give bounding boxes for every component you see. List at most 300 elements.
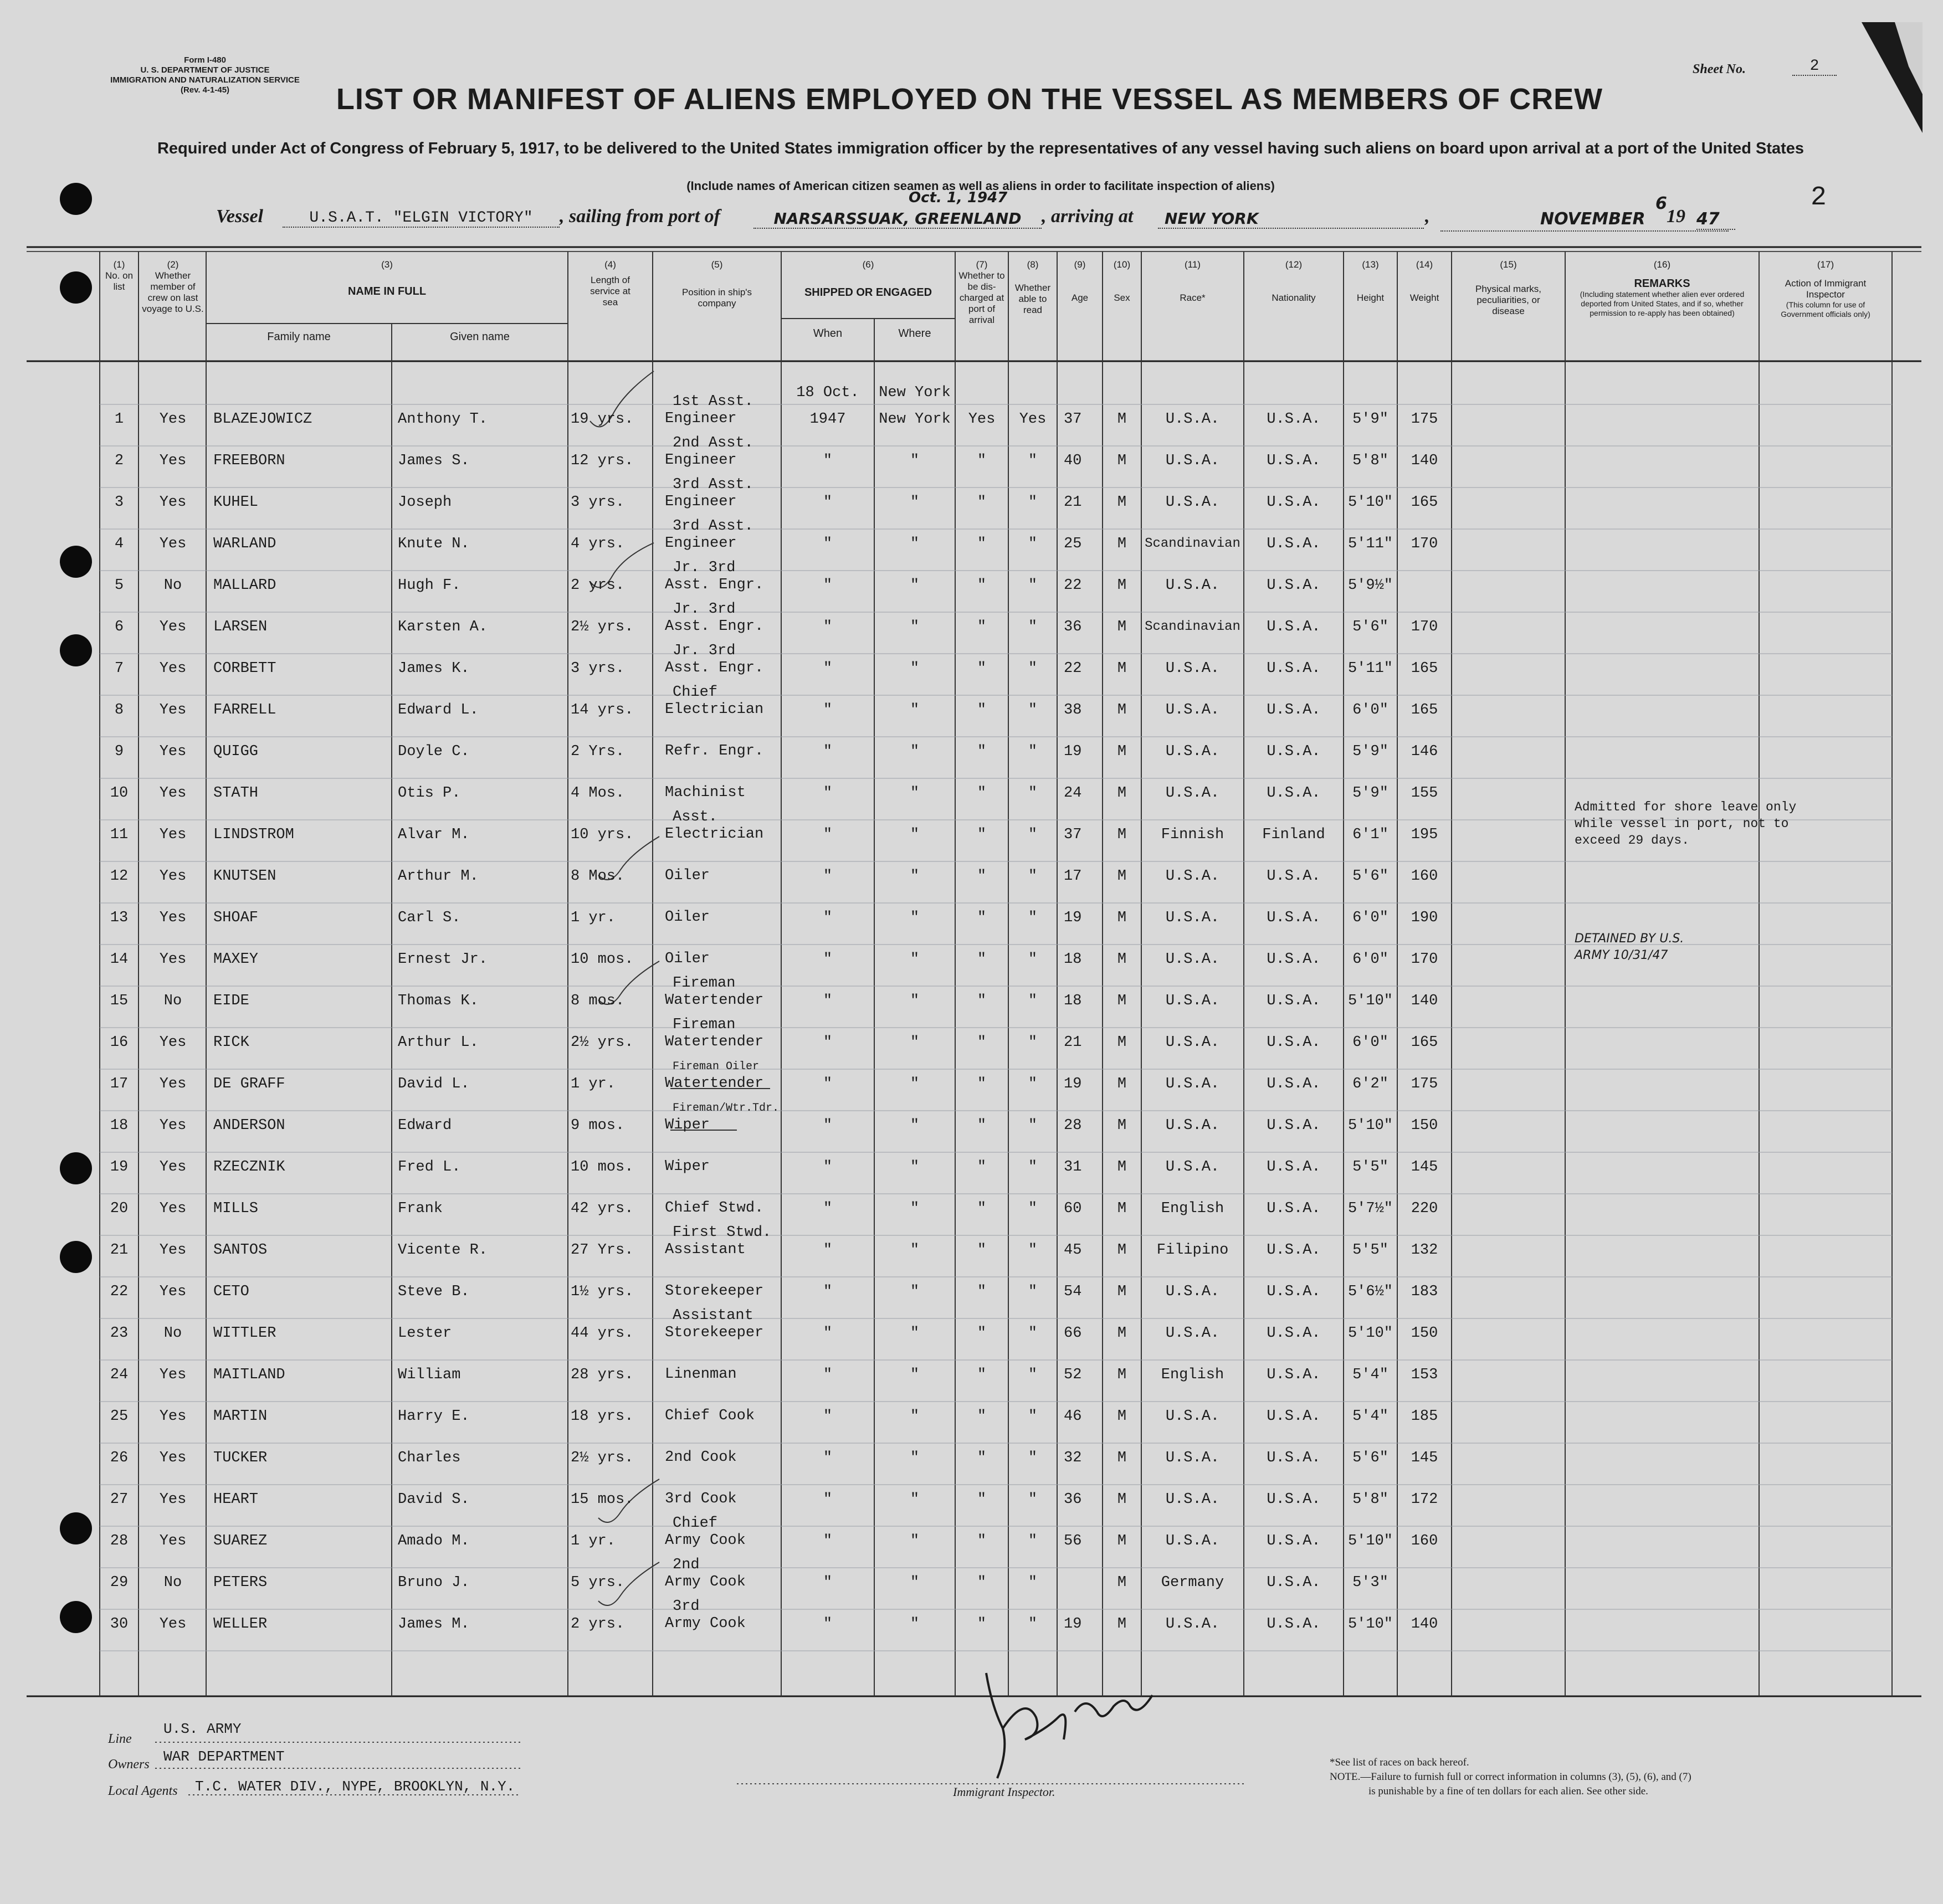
position-line-2: Oiler: [665, 868, 710, 884]
position-line-2: Chief Cook: [665, 1408, 755, 1424]
position-line-2: Asst. Engr.: [665, 660, 764, 676]
row-number: 28: [110, 1533, 129, 1549]
col-label: NAME IN FULL: [347, 285, 427, 297]
nationality: U.S.A.: [1267, 577, 1321, 594]
race: U.S.A.: [1165, 1408, 1220, 1425]
family-name: RICK: [213, 1034, 249, 1051]
height: 5'3": [1352, 1574, 1388, 1591]
able-to-read: ": [1028, 1200, 1038, 1217]
discharged: ": [977, 1450, 987, 1466]
race: U.S.A.: [1165, 951, 1220, 968]
shipped-when: [781, 1215, 874, 1259]
row-number: 21: [110, 1242, 129, 1259]
weight: 170: [1411, 536, 1438, 552]
when-line-1: [781, 883, 874, 910]
owners-label: Owners: [108, 1757, 150, 1772]
position-line-2: 3rd Cook: [665, 1491, 737, 1507]
family-name: WELLER: [213, 1616, 268, 1633]
sex: M: [1117, 1574, 1127, 1591]
shipped-where: [874, 966, 955, 1010]
service-length: 12 yrs.: [571, 453, 634, 469]
family-name: MILLS: [213, 1200, 259, 1217]
able-to-read: ": [1028, 660, 1038, 677]
where-line-2: ": [910, 827, 920, 843]
family-name: STATH: [213, 785, 259, 802]
given-name: Arthur M.: [398, 868, 479, 885]
when-line-2: ": [823, 660, 833, 677]
where-line-2: ": [910, 1325, 920, 1342]
given-name: Frank: [398, 1200, 443, 1217]
row-number: 25: [110, 1408, 129, 1425]
age: 18: [1064, 951, 1082, 968]
position-in-company: [665, 1598, 781, 1633]
discharged: ": [977, 1367, 987, 1383]
sheet-mark: 2: [1811, 183, 1827, 213]
position-line-1: [665, 1183, 781, 1200]
port-from: NARSARSSUAK, GREENLAND: [753, 209, 1042, 229]
position-line-2: Electrician: [665, 701, 764, 718]
weight: 165: [1411, 494, 1438, 511]
age: 25: [1064, 536, 1082, 552]
race: U.S.A.: [1165, 660, 1220, 677]
weight: 145: [1411, 1450, 1438, 1466]
height: 5'8": [1352, 1491, 1388, 1508]
given-name: Vicente R.: [398, 1242, 488, 1259]
position-in-company: [665, 1432, 781, 1466]
shipped-when: [781, 925, 874, 968]
row-number: 19: [110, 1159, 129, 1176]
shipped-where: [874, 675, 955, 719]
position-line-2: Asst. Engr.: [665, 577, 764, 593]
when-line-1: [781, 1465, 874, 1491]
when-line-1: [781, 1382, 874, 1408]
height: 5'9": [1352, 743, 1388, 760]
age: 36: [1064, 619, 1082, 635]
shipped-where: [874, 717, 955, 761]
given-name: Joseph: [398, 494, 452, 511]
given-name: David S.: [398, 1491, 470, 1508]
when-line-2: ": [823, 1076, 833, 1092]
service-length: 27 Yrs.: [571, 1242, 634, 1259]
nationality: U.S.A.: [1267, 1242, 1321, 1259]
position-line-1: [665, 1266, 781, 1283]
position-line-1: 2nd Asst.: [673, 435, 753, 451]
shipped-where: [874, 592, 955, 636]
able-to-read: ": [1028, 1159, 1038, 1176]
where-line-1: [874, 1215, 955, 1242]
age: 36: [1064, 1491, 1082, 1508]
given-name: Otis P.: [398, 785, 461, 802]
position-line-2: Oiler: [665, 951, 710, 967]
shipped-when: [781, 883, 874, 927]
race: U.S.A.: [1165, 1117, 1220, 1134]
discharged: ": [977, 1533, 987, 1549]
given-name: Alvar M.: [398, 827, 470, 843]
position-in-company: [665, 809, 781, 843]
last-voyage: Yes: [159, 1034, 187, 1051]
shipped-when: [781, 1382, 874, 1425]
race: U.S.A.: [1165, 910, 1220, 926]
row-number: 14: [110, 951, 129, 968]
position-in-company: [665, 1307, 781, 1342]
nationality: U.S.A.: [1267, 660, 1321, 677]
position-line-1: First Stwd.: [673, 1224, 772, 1241]
service-length: 2 Yrs.: [571, 743, 625, 760]
where-line-1: New York: [879, 384, 951, 401]
col-label: Whether able to read: [1014, 283, 1051, 315]
col-number: (9): [1074, 259, 1086, 270]
where-line-2: ": [910, 1117, 920, 1134]
height: 5'10": [1347, 1325, 1393, 1342]
when-line-1: [781, 509, 874, 536]
header-nationality: [1244, 259, 1344, 304]
discharged: ": [977, 1117, 987, 1134]
last-voyage: Yes: [159, 1491, 187, 1508]
where-line-1: [874, 1174, 955, 1200]
shipped-when: [781, 1049, 874, 1093]
age: 28: [1064, 1117, 1082, 1134]
vessel-name: U.S.A.T. "ELGIN VICTORY": [283, 209, 560, 228]
col-label: Nationality: [1272, 292, 1316, 303]
last-voyage: Yes: [159, 619, 187, 635]
position-in-company: [665, 1515, 781, 1549]
header-when: When: [813, 327, 843, 340]
shipped-when: [781, 1589, 874, 1633]
nationality: U.S.A.: [1267, 1117, 1321, 1134]
when-line-2: ": [823, 1616, 833, 1633]
col-label: Race*: [1180, 292, 1206, 303]
shipped-where: [874, 1506, 955, 1550]
when-line-1: 18 Oct.: [796, 384, 859, 401]
age: 52: [1064, 1367, 1082, 1383]
able-to-read: ": [1028, 702, 1038, 719]
race: U.S.A.: [1165, 1616, 1220, 1633]
position-line-1: Asst.: [673, 809, 718, 825]
age: 32: [1064, 1450, 1082, 1466]
where-line-1: [874, 1340, 955, 1367]
position-in-company: [665, 1224, 781, 1259]
shipped-when: [781, 1091, 874, 1135]
able-to-read: ": [1028, 1367, 1038, 1383]
able-to-read: ": [1028, 910, 1038, 926]
header-given-name: Given name: [450, 331, 510, 343]
revision: (Rev. 4-1-45): [180, 85, 230, 95]
nationality: U.S.A.: [1267, 910, 1321, 926]
given-name: Steve B.: [398, 1284, 470, 1300]
height: 5'4": [1352, 1367, 1388, 1383]
able-to-read: ": [1028, 993, 1038, 1009]
position-in-company: [665, 1474, 781, 1508]
where-line-2: ": [910, 660, 920, 677]
race: Scandinavian: [1145, 619, 1240, 634]
given-name: Carl S.: [398, 910, 461, 926]
family-name: QUIGG: [213, 743, 259, 760]
date-day: 6: [1655, 194, 1667, 213]
able-to-read: ": [1028, 1408, 1038, 1425]
sex: M: [1117, 411, 1127, 428]
service-length: 10 mos.: [571, 951, 634, 968]
race: Finnish: [1161, 827, 1224, 843]
last-voyage: Yes: [159, 702, 187, 719]
weight: 132: [1411, 1242, 1438, 1259]
able-to-read: ": [1028, 1616, 1038, 1633]
col-number: (11): [1185, 259, 1201, 270]
weight: 185: [1411, 1408, 1438, 1425]
where-line-1: [874, 1091, 955, 1117]
sex: M: [1117, 536, 1127, 552]
position-in-company: [665, 643, 781, 677]
age: 54: [1064, 1284, 1082, 1300]
col-label: Age: [1071, 292, 1089, 303]
family-name: MAITLAND: [213, 1367, 285, 1383]
row-number: 16: [110, 1034, 129, 1051]
age: 45: [1064, 1242, 1082, 1259]
age: 40: [1064, 453, 1082, 469]
where-line-1: [874, 1548, 955, 1574]
sailing-label: , sailing from port of: [560, 206, 720, 227]
shipped-when: [781, 551, 874, 594]
sex: M: [1117, 743, 1127, 760]
height: 6'2": [1352, 1076, 1388, 1092]
sex: M: [1117, 1117, 1127, 1134]
position-line-1: 3rd: [673, 1598, 700, 1615]
nationality: U.S.A.: [1267, 536, 1321, 552]
last-voyage: No: [163, 577, 182, 594]
line-label: Line: [108, 1732, 132, 1746]
agents-label: Local Agents: [108, 1784, 178, 1798]
given-name: Thomas K.: [398, 993, 479, 1009]
age: 17: [1064, 868, 1082, 885]
service-length: 15 mos.: [571, 1491, 634, 1508]
when-line-2: ": [823, 619, 833, 635]
service-length: 4 Mos.: [571, 785, 625, 802]
where-line-2: ": [910, 1284, 920, 1300]
race: U.S.A.: [1165, 868, 1220, 885]
col-number: (8): [1027, 259, 1039, 270]
date-year: 47: [1696, 209, 1735, 230]
when-line-1: [781, 1215, 874, 1242]
where-line-2: ": [910, 1408, 920, 1425]
when-line-2: ": [823, 951, 833, 968]
header-name-in-full: [206, 259, 568, 297]
footer-note-2: is punishable by a fine of ten dollars for each alien. See other side.: [1368, 1785, 1648, 1797]
last-voyage: Yes: [159, 536, 187, 552]
row-number: 1: [114, 411, 124, 428]
age: 38: [1064, 702, 1082, 719]
shipped-where: [874, 509, 955, 553]
position-in-company: [665, 1557, 781, 1591]
height: 5'6": [1352, 1450, 1388, 1466]
position-in-company: [665, 435, 781, 469]
last-voyage: Yes: [159, 1284, 187, 1300]
sex: M: [1117, 1408, 1127, 1425]
shipped-when: [781, 426, 874, 470]
where-line-1: [874, 1589, 955, 1616]
service-length: 1 yr.: [571, 910, 616, 926]
position-line-1: [665, 1349, 781, 1366]
given-name: Karsten A.: [398, 619, 488, 635]
where-line-2: ": [910, 1450, 920, 1466]
row-number: 3: [114, 494, 124, 511]
service-length: 18 yrs.: [571, 1408, 634, 1425]
family-name: RZECZNIK: [213, 1159, 285, 1176]
position-line-1: Fireman: [673, 1017, 736, 1033]
where-line-2: ": [910, 993, 920, 1009]
position-in-company: [665, 933, 781, 968]
when-line-1: [781, 1049, 874, 1076]
comma: ,: [1425, 206, 1430, 227]
nationality: U.S.A.: [1267, 1284, 1321, 1300]
when-line-2: ": [823, 827, 833, 843]
last-voyage: Yes: [159, 1117, 187, 1134]
nationality: U.S.A.: [1267, 1367, 1321, 1383]
nationality: U.S.A.: [1267, 411, 1321, 428]
service-length: 4 yrs.: [571, 536, 625, 552]
race: U.S.A.: [1165, 577, 1220, 594]
sex: M: [1117, 1367, 1127, 1383]
col-label: Physical marks, peculiarities, or disease: [1475, 284, 1542, 316]
header-shipped-engaged: [781, 259, 955, 299]
port-to: NEW YORK: [1158, 209, 1424, 229]
service-length: 2½ yrs.: [571, 1450, 634, 1466]
when-line-1: [781, 551, 874, 577]
age: 19: [1064, 743, 1082, 760]
position-line-1: 3rd Asst.: [673, 476, 753, 493]
when-line-2: ": [823, 1159, 833, 1176]
sex: M: [1117, 660, 1127, 677]
col-label: Height: [1356, 292, 1385, 303]
col-label: SHIPPED OR ENGAGED: [804, 286, 932, 299]
given-name: James S.: [398, 453, 470, 469]
height: 5'11": [1347, 660, 1393, 677]
given-name: Anthony T.: [398, 411, 488, 428]
where-line-2: ": [910, 1200, 920, 1217]
where-line-1: [874, 925, 955, 951]
last-voyage: Yes: [159, 1616, 187, 1633]
sheet-label: Sheet No.: [1693, 62, 1746, 76]
shipped-where: [874, 1132, 955, 1176]
header-inspector-action: [1759, 259, 1892, 319]
where-line-1: [874, 1423, 955, 1450]
row-number: 15: [110, 993, 129, 1009]
given-name: Knute N.: [398, 536, 470, 552]
weight: 140: [1411, 993, 1438, 1009]
when-line-1: [781, 1008, 874, 1034]
weight: 140: [1411, 453, 1438, 469]
inspector-label: Immigrant Inspector.: [953, 1785, 1055, 1799]
weight: 175: [1411, 411, 1438, 428]
sex: M: [1117, 827, 1127, 843]
row-number: 22: [110, 1284, 129, 1300]
header-remarks: [1565, 259, 1759, 318]
service-length: 10 mos.: [571, 1159, 634, 1176]
position-in-company: [665, 1266, 781, 1300]
able-to-read: ": [1028, 1533, 1038, 1549]
service-length: 42 yrs.: [571, 1200, 634, 1217]
discharged: ": [977, 1325, 987, 1342]
position-line-1: [665, 1141, 781, 1158]
when-line-2: ": [823, 1284, 833, 1300]
discharged: ": [977, 1574, 987, 1591]
when-line-2: ": [823, 1117, 833, 1134]
where-line-1: [874, 509, 955, 536]
position-in-company: [665, 726, 781, 760]
discharged: ": [977, 993, 987, 1009]
when-line-2: ": [823, 868, 833, 885]
where-line-1: [874, 1506, 955, 1533]
race: U.S.A.: [1165, 494, 1220, 511]
when-line-1: [781, 966, 874, 993]
discharged: ": [977, 1616, 987, 1633]
height: 5'9": [1352, 785, 1388, 802]
position-line-2: Army Cook: [665, 1615, 746, 1632]
when-line-2: ": [823, 577, 833, 594]
height: 5'7½": [1347, 1200, 1393, 1217]
where-line-1: [874, 758, 955, 785]
last-voyage: Yes: [159, 660, 187, 677]
service-length: 14 yrs.: [571, 702, 634, 719]
shipped-when: [781, 841, 874, 885]
date-month: NOVEMBER: [1540, 209, 1645, 229]
shipped-where: [874, 1215, 955, 1259]
signature-mark: [964, 1667, 1163, 1789]
where-line-1: [874, 1049, 955, 1076]
nationality: U.S.A.: [1267, 1200, 1321, 1217]
discharged: ": [977, 1200, 987, 1217]
shipped-when: [781, 1548, 874, 1592]
weight: 146: [1411, 743, 1438, 760]
service-length: 10 yrs.: [571, 827, 634, 843]
when-line-2: ": [823, 702, 833, 719]
discharged: ": [977, 494, 987, 511]
given-name: David L.: [398, 1076, 470, 1092]
form-number: Form I-480: [184, 55, 226, 65]
discharged: ": [977, 1408, 987, 1425]
weight: 190: [1411, 910, 1438, 926]
race: U.S.A.: [1165, 453, 1220, 469]
when-line-1: [781, 468, 874, 494]
position-line-1: 3rd Asst.: [673, 518, 753, 535]
discharged: ": [977, 1034, 987, 1051]
age: 22: [1064, 577, 1082, 594]
last-voyage: Yes: [159, 1450, 187, 1466]
race: U.S.A.: [1165, 1450, 1220, 1466]
age: 37: [1064, 411, 1082, 428]
position-in-company: [665, 1017, 781, 1051]
height: 5'11": [1347, 536, 1393, 552]
where-line-2: ": [910, 453, 920, 469]
last-voyage: Yes: [159, 494, 187, 511]
where-line-2: ": [910, 577, 920, 594]
given-name: Ernest Jr.: [398, 951, 488, 968]
position-in-company: [665, 892, 781, 926]
age: 22: [1064, 660, 1082, 677]
shipped-where: [874, 1299, 955, 1342]
age: 19: [1064, 1076, 1082, 1092]
position-line-1: Jr. 3rd: [673, 601, 736, 618]
able-to-read: ": [1028, 494, 1038, 511]
col-label: Action of Immigrant Inspector: [1785, 278, 1867, 300]
age: 56: [1064, 1533, 1082, 1549]
row-number: 11: [110, 827, 129, 843]
col-label: No. on list: [105, 270, 134, 292]
position-in-company: [665, 518, 781, 552]
able-to-read: ": [1028, 868, 1038, 885]
shipped-where: [874, 1382, 955, 1425]
race: U.S.A.: [1165, 1159, 1220, 1176]
position-line-2: Electrician: [665, 826, 764, 843]
where-line-2: ": [910, 1034, 920, 1051]
